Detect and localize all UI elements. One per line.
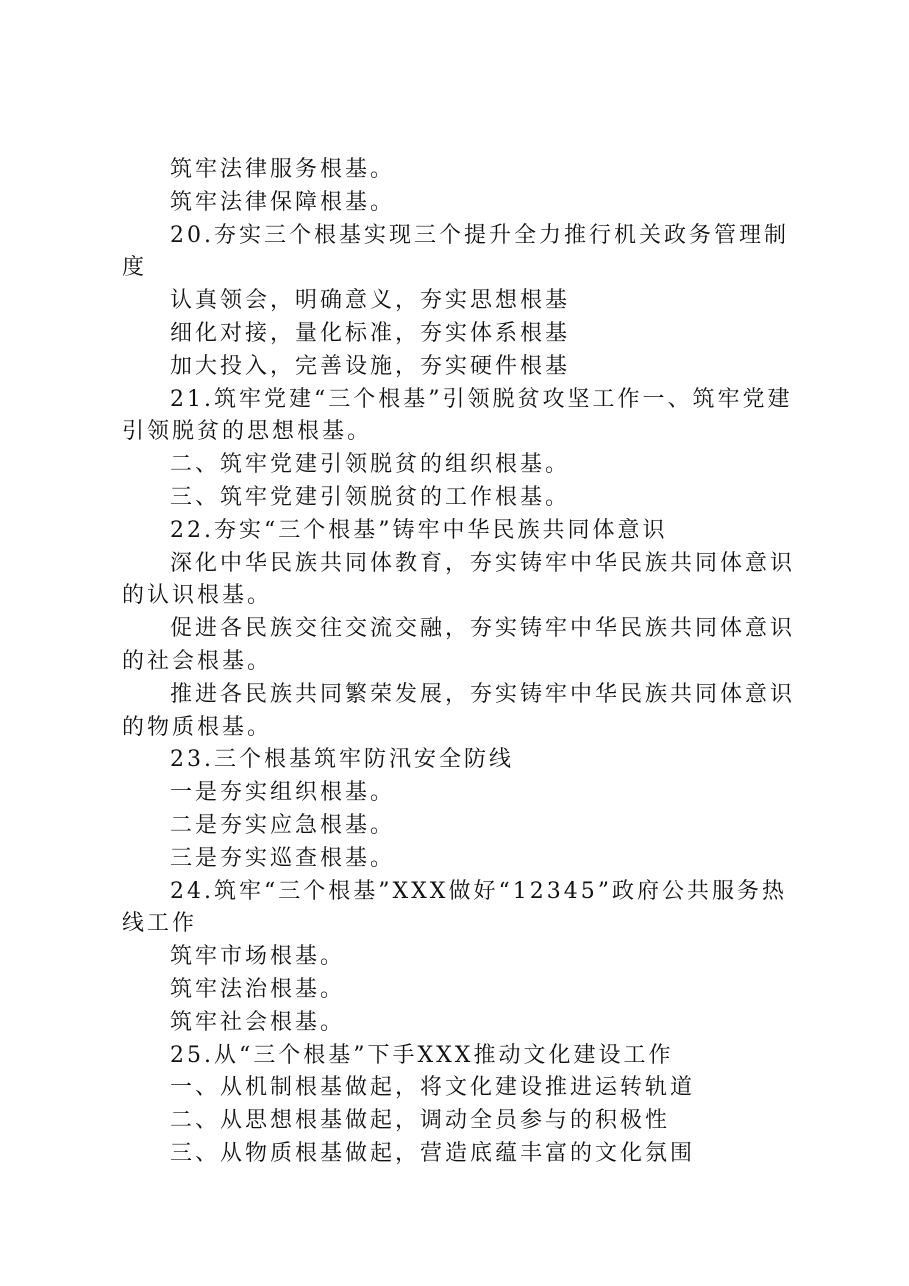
paragraph: 一、从机制根基做起，将文化建设推进运转轨道 xyxy=(170,1075,696,1101)
section-heading-20: 20.夯实三个根基实现三个提升全力推行机关政务管理制度 xyxy=(122,222,789,281)
section-heading-23: 23.三个根基筑牢防汛安全防线 xyxy=(170,747,514,773)
paragraph: 认真领会，明确意义，夯实思想根基 xyxy=(170,288,571,314)
paragraph: 二、筑牢党建引领脱贫的组织根基。 xyxy=(170,452,571,478)
paragraph: 筑牢社会根基。 xyxy=(170,1009,346,1035)
paragraph: 促进各民族交往交流交融，夯实铸牢中华民族共同体意识的社会根基。 xyxy=(122,616,796,674)
paragraph: 二是夯实应急根基。 xyxy=(170,812,396,838)
paragraph: 二、从思想根基做起，调动全员参与的积极性 xyxy=(170,1108,671,1134)
paragraph: 筑牢法律保障根基。 xyxy=(170,189,396,215)
paragraph: 筑牢市场根基。 xyxy=(170,944,346,970)
paragraph: 推进各民族共同繁荣发展，夯实铸牢中华民族共同体意识的物质根基。 xyxy=(122,681,796,740)
section-heading-24: 24.筑牢“三个根基”XXX做好“12345”政府公共服务热线工作 xyxy=(122,878,787,937)
section-heading-22: 22.夯实“三个根基”铸牢中华民族共同体意识 xyxy=(170,517,668,543)
paragraph: 加大投入，完善设施，夯实硬件根基 xyxy=(170,353,571,379)
paragraph: 三、从物质根基做起，营造底蕴丰富的文化氛围 xyxy=(170,1140,696,1166)
paragraph: 筑牢法律服务根基。 xyxy=(170,157,396,182)
paragraph: 深化中华民族共同体教育，夯实铸牢中华民族共同体意识的认识根基。 xyxy=(122,550,796,609)
document-body xyxy=(122,154,800,1171)
paragraph: 细化对接，量化标准，夯实体系根基 xyxy=(170,320,571,346)
section-heading-21: 21.筑牢党建“三个根基”引领脱贫攻坚工作一、筑牢党建引领脱贫的思想根基。 xyxy=(122,386,793,445)
section-heading-25: 25.从“三个根基”下手XXX推动文化建设工作 xyxy=(170,1042,674,1068)
paragraph: 三、筑牢党建引领脱贫的工作根基。 xyxy=(170,484,571,510)
paragraph: 三是夯实巡查根基。 xyxy=(170,845,396,871)
paragraph: 筑牢法治根基。 xyxy=(170,976,346,1002)
paragraph: 一是夯实组织根基。 xyxy=(170,780,396,806)
